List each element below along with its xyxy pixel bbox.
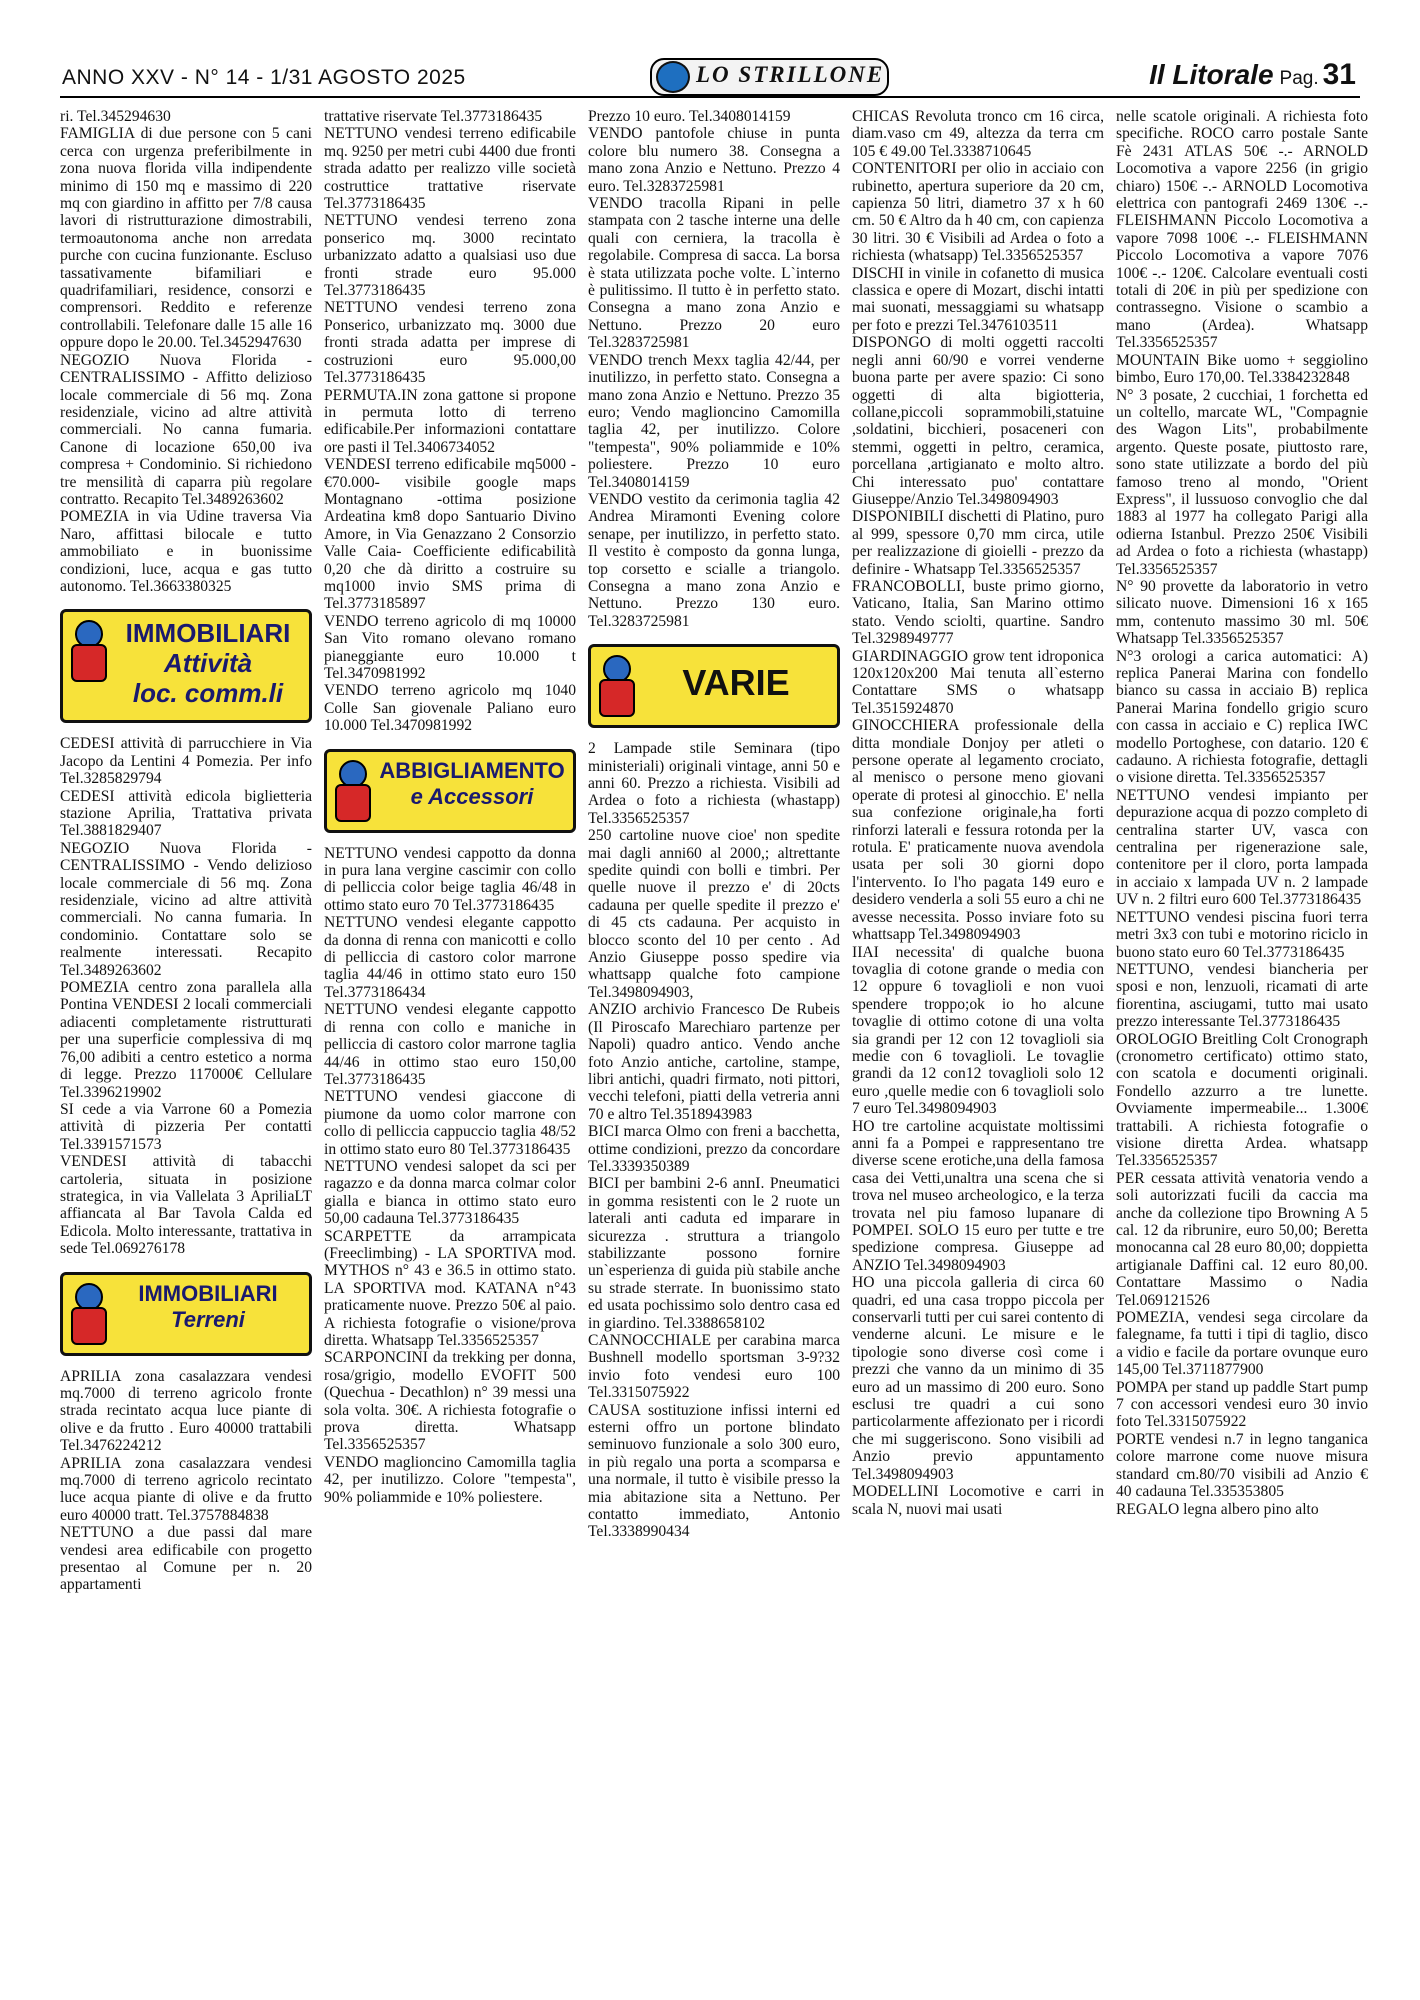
banner-line: IMMOBILIARI: [125, 618, 291, 649]
list-item: CAUSA sostituzione infissi interni ed esterni offro un portone blindato seminuovo funzionale a solo 300 euro, in più regalo una porta a scomparsa e una normale, il tutto è visibile presso la mia abitazione sita a Nettuno. Per contatto immediato, Antonio Tel.3338990434: [588, 1401, 840, 1541]
list-item: 250 cartoline nuove cioe' non spedite mai dagli anni60 al 2000,; altrettante spedite quindi con bolli e timbri. Per quelle nuove il prezzo e' di 20cts cadauna per quelle spedite il prezzo e' di 45 cts cadauna. Per acquisto in blocco sconto del 10 per cento . Ad Anzio Giuseppe posso spedire via whattsapp qualche foto campione Tel.3498094903,: [588, 827, 840, 1001]
column-1: [60, 108, 312, 1594]
column-2: [324, 108, 576, 1506]
list-item: OROLOGIO Breitling Colt Cronograph (cronometro certificato) ottimo stato, con scatola e documenti originali. Fondello azzurro a tre lunette. Ovviamente impermeabile... 1.300€ trattabili. A richiesta fotografie o visione diretta Ardea. whatsapp Tel.3356525357: [1116, 1030, 1368, 1170]
list-item: VENDO terreno agricolo mq 1040 Colle San giovenale Paliano euro 10.000 Tel.3470981992: [324, 682, 576, 735]
list-item: CANNOCCHIALE per carabina marca Bushnell modello sportsman 3-9?32 invio foto vendesi euro 100 Tel.3315075922: [588, 1332, 840, 1402]
list-item: HO tre cartoline acquistate moltissimi anni fa a Pompei e rappresentano tre diverse scene erotiche,una della famosa casa dei Vetti,unaltra una scena che si trova nel museo archeologico, e la terza trovata nel piu famoso lupanare di POMPEI. SOLO 15 euro per tutte e tre spedizione compresa. Giuseppe ad ANZIO Tel.3498094903: [852, 1117, 1104, 1274]
list-item: GINOCCHIERA professionale della ditta mondiale Donjoy per atleti o persone operate al legamento crociato, al menisco o persone meno giovani operate di protesi al ginocchio. E' nella sua confezione originale,ha forti rinforzi laterali e fessura rotonda per la rotula. E' praticamente nuova avendola usata per soli 30 giorni dopo l'intervento. Io l'ho pagata 149 euro e desidero venderla a soli 55 euro a chi ne avesse necessita. Posso inviare foto su whattsapp Tel.3498094903: [852, 717, 1104, 944]
list-item: DISCHI in vinile in cofanetto di musica classica e opere di Mozart, dischi intatti mai suonati, messaggiami su whatsapp per foto e prezzi Tel.3476103511: [852, 264, 1104, 334]
list-item: PER cessata attività venatoria vendo a soli autorizzati fucili da caccia ma anche da collezione tipo Browning A 5 cal. 12 da ribrunire, euro 50,00; Beretta monocanna cal 28 euro 80,00; doppietta artigianale Daffini cal. 12 euro 80,00. Contattare Massimo o Nadia Tel.069121526: [1116, 1169, 1368, 1309]
list-item: CEDESI attività edicola biglietteria stazione Aprilia, Trattativa privata Tel.3881829407: [60, 787, 312, 840]
paper-name: Il Litorale: [1149, 59, 1274, 90]
strillone-character-icon: [67, 1283, 107, 1343]
list-item: N° 90 provette da laboratorio in vetro silicato nuove. Dimensioni 16 x 165 mm, contenuto massimo 30 ml. 50€ Whatsapp Tel.3356525357: [1116, 577, 1368, 648]
list-item: APRILIA zona casalazzara vendesi mq.7000 di terreno agricolo recintato luce acqua piante di olive e da frutto euro 40000 tratt. Tel.3757884838: [60, 1454, 312, 1524]
list-item: NETTUNO vendesi cappotto da donna in pura lana vergine cascimir con collo di pelliccia color beige taglia 46/48 in ottimo stato euro 70 Tel.3773186435: [324, 844, 576, 914]
page-number-block: [1149, 58, 1356, 92]
list-item: PERMUTA.IN zona gattone si propone in permuta lotto di terreno edificabile.Per informazioni contattare ore pasti il Tel.3406734052: [324, 386, 576, 456]
list-item: NETTUNO vendesi terreno zona Ponserico, urbanizzato mq. 3000 due fronti strada adatta per imprese di costruzioni euro 95.000,00 Tel.3773186435: [324, 299, 576, 387]
mascot-icon: [656, 61, 690, 93]
list-item: DISPONIBILI dischetti di Platino, puro al 999, spessore 0,70 mm circa, utile per realizzazione di gioielli - prezzo da definire - Whatsapp Tel.3356525357: [852, 508, 1104, 578]
banner-line: loc. comm.li: [132, 678, 284, 709]
column-3: [588, 108, 840, 1541]
list-item: VENDO maglioncino Camomilla taglia 42, per inutilizzo. Colore "tempesta", 90% poliammide e 10% poliestere.: [324, 1453, 576, 1506]
banner-line: e Accessori: [410, 783, 534, 809]
list-item: CEDESI attività di parrucchiere in Via Jacopo da Lentini 4 Pomezia. Per info Tel.3285829794: [60, 735, 312, 788]
list-item: IIAI necessita' di qualche buona tovaglia di cotone grande o media con 12 oppure 6 tovaglioli e non vuoi spendere troppo;ok io ho alcune tovaglie di ottimo cotone di una volta sia grandi per 12 con 12 tovaglioli sia medie con 6 tovaglioli. Le tovaglie grandi da 12 con12 tovaglioli solo 12 euro ,quelle medie con 6 tovaglioli solo 7 euro Tel.3498094903: [852, 943, 1104, 1118]
list-item: HO una piccola galleria di circa 60 quadri, ed una casa troppo piccola per conservarli tutti per cui sarei contento di venderne alcuni. Le misure e le tipologie sono diverse così come i prezzi che vanno da un minimo di 35 euro ad un massimo di 200 euro. Sono esclusi tre quadri a cui sono particolarmente affezionato per i ricordi che mi suggeriscono. Sono visibili ad Anzio previo appuntamento Tel.3498094903: [852, 1274, 1105, 1483]
list-item: NETTUNO vendesi giaccone di piumone da uomo color marrone con collo di pelliccia cappuccio taglia 48/52 in ottimo stato euro 80 Tel.3773186435: [324, 1088, 576, 1158]
section-banner-varie: [588, 644, 840, 728]
column-5: [1116, 108, 1368, 1518]
list-item: NETTUNO vendesi salopet da sci per ragazzo e da donna marca colmar color gialla e bianca in ottimo stato euro 50,00 cadauna Tel.3773186435: [324, 1157, 576, 1228]
list-item: NETTUNO, vendesi biancheria per sposi e non, lenzuoli, ricamati di arte fiorentina, asciugami, tutto mai usato prezzo interessante Tel.3773186435: [1116, 960, 1368, 1031]
list-item: POMEZIA centro zona parallela alla Pontina VENDESI 2 locali commerciali adiacenti completamente ristrutturati per una superficie complessiva di mq 76,00 adibiti a centro estetico a norma di legge. Prezzo 117000€ Cellulare Tel.3396219902: [60, 979, 312, 1101]
list-item: NETTUNO vendesi piscina fuori terra metri 3x3 con tubi e motorino riciclo in buono stato euro 60 Tel.3773186435: [1116, 908, 1368, 961]
logo-text: LO STRILLONE: [696, 62, 885, 87]
strillone-character-icon: [595, 655, 635, 715]
list-item: DISPONGO di molti oggetti raccolti negli anni 60/90 e vorrei venderne buona parte per avere spazio: Ci sono oggetti di alta bigiotteria, collane,piccoli soprammobili,statuine ,soldatini, bicchieri, posaceneri con stemmi, oggetti in peltro, ceramica, porcellana ,artigianato e molto altro. Chi interessato puo' contattare Giuseppe/Anzio Tel.3498094903: [852, 334, 1104, 508]
list-item: BICI marca Olmo con freni a bacchetta, ottime condizioni, prezzo da concordare Tel.3339350389: [588, 1123, 840, 1175]
banner-line: ABBIGLIAMENTO: [379, 757, 565, 783]
strillone-logo: [650, 58, 889, 96]
list-item: BICI per bambini 2-6 annI. Pneumatici in gomma resistenti con le 2 ruote un laterali anti caduta ed imparare in sicurezza . struttura a triangolo stabilizzante possono fornire un`esperienza di guida più stabile anche su strade sterrate. In buonissimo stato ed usata pochissimo solo dentro casa ed in giardino. Tel.3388658102: [588, 1175, 840, 1332]
section-banner-abbigliamento: [324, 749, 576, 833]
list-item: NETTUNO vendesi impianto per depurazione acqua di pozzo completo di centralina starter UV, vasca con centralina per rigenerazione sale, contenitore per il cloro, porta lampada in acciaio x lampada UV n. 2 lampade UV n. 2 filtri euro 600 Tel.3773186435: [1116, 786, 1368, 909]
list-item: SI cede a via Varrone 60 a Pomezia attività di pizzeria Per contatti Tel.3391571573: [60, 1100, 312, 1153]
list-item: ri. Tel.345294630: [60, 108, 171, 125]
list-item: GIARDINAGGIO grow tent idroponica 120x120x200 Mai tenuta all`esterno Contattare SMS o whatsapp Tel.3515924870: [852, 647, 1104, 717]
list-item: CONTENITORI per olio in acciaio con rubinetto, apertura superiore da 20 cm, capienza 50 litri, diametro 37 x h 60 cm. 50 € Altro da h 40 cm, con capienza 30 litri. 30 € Visibili ad Ardea o foto a richiesta (whatsapp) Tel.3356525357: [852, 160, 1104, 265]
list-item: VENDO tracolla Ripani in pelle stampata con 2 tasche interne una delle quali con cerniera, la tracolla è regolabile. Compresa di sacca. La borsa è stata utilizzata poche volte. L`interno è pulitissimo. Il tutto è in perfetto stato. Consegna a mano zona Anzio e Nettuno. Prezzo 20 euro Tel.3283725981: [588, 195, 840, 352]
list-item: SCARPETTE da arrampicata (Freeclimbing) - LA SPORTIVA mod. MYTHOS n° 43 e 36.5 in ottimo stato. LA SPORTIVA mod. KATANA n°43 praticamente nuove. Prezzo 50€ al paio. A richiesta fotografie o visione/prova diretta. Whatsapp Tel.3356525357: [324, 1227, 576, 1349]
page-header: [60, 58, 1360, 98]
list-item: CHICAS Revoluta tronco cm 16 circa, diam.vaso cm 49, altezza da terra cm 105 € 49.00 Tel.3338710645: [852, 108, 1104, 160]
banner-line: IMMOBILIARI: [138, 1280, 278, 1306]
list-item: FAMIGLIA di due persone con 5 cani cerca con urgenza preferibilmente in zona nuova florida villa indipendente minimo di 150 mq e massimo di 220 mq con giardino in affitto per 7/8 causa lavori di ristrutturazione dimostrabili, termoautonoma anche non arredata purche con cucina funzionante. Escluso tassativamente bifamiliari e quadrifamiliari, residence, consorzi e comprensori. Reddito e referenze controllabili. Telefonare dalle 15 alle 16 oppure dopo le 20.00. Tel.3452947630: [60, 125, 312, 352]
list-item: NETTUNO vendesi terreno edificabile mq. 9250 per metri cubi 4400 due fronti strada adatto per realizzo ville società costruttice trattative riservate Tel.3773186435: [324, 125, 576, 213]
banner-line: VARIE: [682, 662, 790, 704]
list-item: VENDO trench Mexx taglia 42/44, per inutilizzo, in perfetto stato. Consegna a mano zona Anzio e Nettuno. Prezzo 35 euro; Vendo maglioncino Camomilla taglia 42, per inutilizzo. Colore "tempesta", 90% poliammide e 10% poliestere. Prezzo 10 euro Tel.3408014159: [588, 351, 840, 491]
list-item: NETTUNO a due passi dal mare vendesi area edificabile con progetto presentao al Comune per n. 20 appartamenti: [60, 1524, 312, 1594]
list-item: NETTUNO vendesi terreno zona ponserico mq. 3000 recintato urbanizzato adatto a qualsiasi uso due fronti strade euro 95.000 Tel.3773186435: [324, 212, 576, 300]
list-item: nelle scatole originali. A richiesta foto specifiche. ROCO carro postale Sante Fè 2431 ATLAS 50€ -.- ARNOLD Locomotiva a vapore 2256 (in grigio chiaro) 150€ -.- ARNOLD Locomotiva elettrica con pantografi 2469 130€ -.- FLEISHMANN Piccolo Locomotiva a vapore 7098 100€ -.- FLEISHMANN Piccolo Locomotiva a vapore 7076 100€ -.- 120€. Calcolare eventuali costi totali di 20€ in più per spedizione con contrassegno. Visione o scambio a mano (Ardea). Whatsapp Tel.3356525357: [1116, 108, 1368, 352]
list-item: VENDESI terreno edificabile mq5000 -€70.000- visibile google maps Montagnano -ottima posizione Ardeatina km8 dopo Santuario Divino Amore, in Via Genazzano 2 Consorzio Valle Caia- Coefficiente edificabilità 0,20 che dà diritto a costruire su mq1000 invio SMS prima di Tel.3773185897: [324, 456, 576, 613]
strillone-character-icon: [331, 760, 371, 820]
banner-line: Attività: [163, 648, 253, 679]
section-banner-immobiliari-attivita: [60, 609, 312, 723]
list-item: FRANCOBOLLI, buste primo giorno, Vaticano, Italia, San Marino ottimo stato. Vendo sciolti, quartine. Sandro Tel.3298949777: [852, 577, 1104, 648]
list-item: VENDO pantofole chiuse in punta colore blu numero 38. Consegna a mano zona Anzio e Nettuno. Prezzo 4 euro. Tel.3283725981: [588, 125, 840, 195]
list-item: MOUNTAIN Bike uomo + seggiolino bimbo, Euro 170,00. Tel.3384232848: [1116, 351, 1368, 387]
list-item: NETTUNO vendesi elegante cappotto da donna di renna con manicotti e collo di pelliccia di castoro color marrone taglia 44/46 in ottimo stato euro 150 Tel.3773186434: [324, 914, 576, 1001]
list-item: VENDESI attività di tabacchi cartoleria, situata in posizione strategica, in via Vallelata 3 ApriliaLT affiancata al Bar Tavola Calda ed Edicola. Molto interessante, trattativa in sede Tel.069276178: [60, 1153, 312, 1258]
list-item: APRILIA zona casalazzara vendesi mq.7000 di terreno agricolo fronte strada recintato acqua luce piante di olive e da frutto . Euro 40000 trattabili Tel.3476224212: [60, 1367, 312, 1455]
list-item: 2 Lampade stile Seminara (tipo ministeriali) originali vintage, anni 50 e anni 60. Prezzo a richiesta. Visibili ad Ardea o foto a richiesta (whastapp) Tel.3356525357: [588, 740, 840, 827]
list-item: ANZIO archivio Francesco De Rubeis (Il Piroscafo Marechiaro partenze per Napoli) quadro antico. Vendo anche foto Anzio antiche, cartoline, stampe, libri antichi, quadri firmato, noti pittori, vecchi telefoni, piatti della vetreria anni 70 e altro Tel.3518943983: [588, 1001, 840, 1123]
list-item: POMEZIA in via Udine traversa Via Naro, affittasi bilocale e tutto ammobiliato e in buonissime condizioni, luce, acqua e gas tutto autonomo. Tel.3663380325: [60, 508, 312, 595]
list-item: NEGOZIO Nuova Florida - CENTRALISSIMO - Affitto delizioso locale commerciale di 56 mq. Zona residenziale, vicino ad altre attività commerciali. No canna fumaria. Canone di locazione 650,00 iva compresa + Condominio. Si richiedono tre mensilità di caparra più regolare contratto. Recapito Tel.3489263602: [60, 351, 312, 508]
list-item: NETTUNO vendesi elegante cappotto di renna con collo e maniche in pelliccia di castoro color marrone taglia 44/46 in ottimo stao euro 150,00 Tel.3773186435: [324, 1001, 576, 1088]
banner-line: Terreni: [171, 1306, 245, 1332]
list-item: VENDO vestito da cerimonia taglia 42 Andrea Miramonti Evening colore senape, per inutilizzo, in perfetto stato. Il vestito è composto da gonna lunga, top corsetto e scialle a triangolo. Consegna a mano zona Anzio e Nettuno. Prezzo 130 euro. Tel.3283725981: [588, 490, 840, 630]
list-item: N°3 orologi a carica automatici: A) replica Panerai Marina con fondello bianco su cassa in acciaio B) replica Panerai Marina fondello grigio scuro con cassa in acciaio e C) replica IWC modello Portoghese, con datario. 120 € cadauno. A richiesta fotografie, dettagli o visione diretta. Tel.3356525357: [1116, 647, 1368, 787]
page-number: 31: [1322, 58, 1356, 91]
issue-info: ANNO XXV - N° 14 - 1/31 AGOSTO 2025: [62, 66, 466, 89]
list-item: trattative riservate Tel.3773186435: [324, 108, 543, 125]
list-item: MODELLINI Locomotive e carri in scala N, nuovi mai usati: [852, 1483, 1104, 1518]
list-item: POMEZIA, vendesi sega circolare da falegname, fa tutti i tipi di taglio, disco a vidio e facile da portare ovunque euro 145,00 Tel.3711877900: [1116, 1309, 1368, 1379]
list-item: N° 3 posate, 2 cucchiai, 1 forchetta ed un coltello, marcate WL, "Compagnie des Wagon Lits", probabilmente argento. Queste posate, piuttosto rare, sono state utilizzate a bordo del più famoso treno al mondo, "Orient Express", il lussuoso convoglio che dal 1883 al 1977 ha collegato Parigi alla odierna Istanbul. Prezzo 250€ Visibili ad Ardea o foto a richiesta (whastapp) Tel.3356525357: [1116, 386, 1368, 578]
list-item: VENDO terreno agricolo di mq 10000 San Vito romano olevano romano pianeggiante euro 10.000 t Tel.3470981992: [324, 612, 576, 682]
list-item: REGALO legna albero pino alto: [1116, 1500, 1319, 1518]
column-4: [852, 108, 1104, 1518]
page-label: Pag.: [1279, 68, 1319, 89]
list-item: PORTE vendesi n.7 in legno tanganica colore marrone come nuove misura standard cm.80/70 visibili ad Anzio € 40 cadauna Tel.335353805: [1116, 1430, 1368, 1501]
list-item: NEGOZIO Nuova Florida - CENTRALISSIMO - Vendo delizioso locale commerciale di 56 mq. Zona residenziale, vicino ad altre attività commerciali. No canna fumaria. In condominio. Contattare solo se realmente interessati. Recapito Tel.3489263602: [60, 839, 312, 979]
list-item: SCARPONCINI da trekking per donna, rosa/grigio, modello EVOFIT 500 (Quechua - Decathlon) n° 39 messi una sola volta. 30€. A richiesta fotografie o prova diretta. Whatsapp Tel.3356525357: [324, 1349, 576, 1454]
section-banner-immobiliari-terreni: [60, 1272, 312, 1356]
strillone-character-icon: [67, 620, 107, 680]
list-item: Prezzo 10 euro. Tel.3408014159: [588, 108, 791, 125]
list-item: POMPA per stand up paddle Start pump 7 con accessori vendesi euro 30 invio foto Tel.3315075922: [1116, 1378, 1368, 1431]
